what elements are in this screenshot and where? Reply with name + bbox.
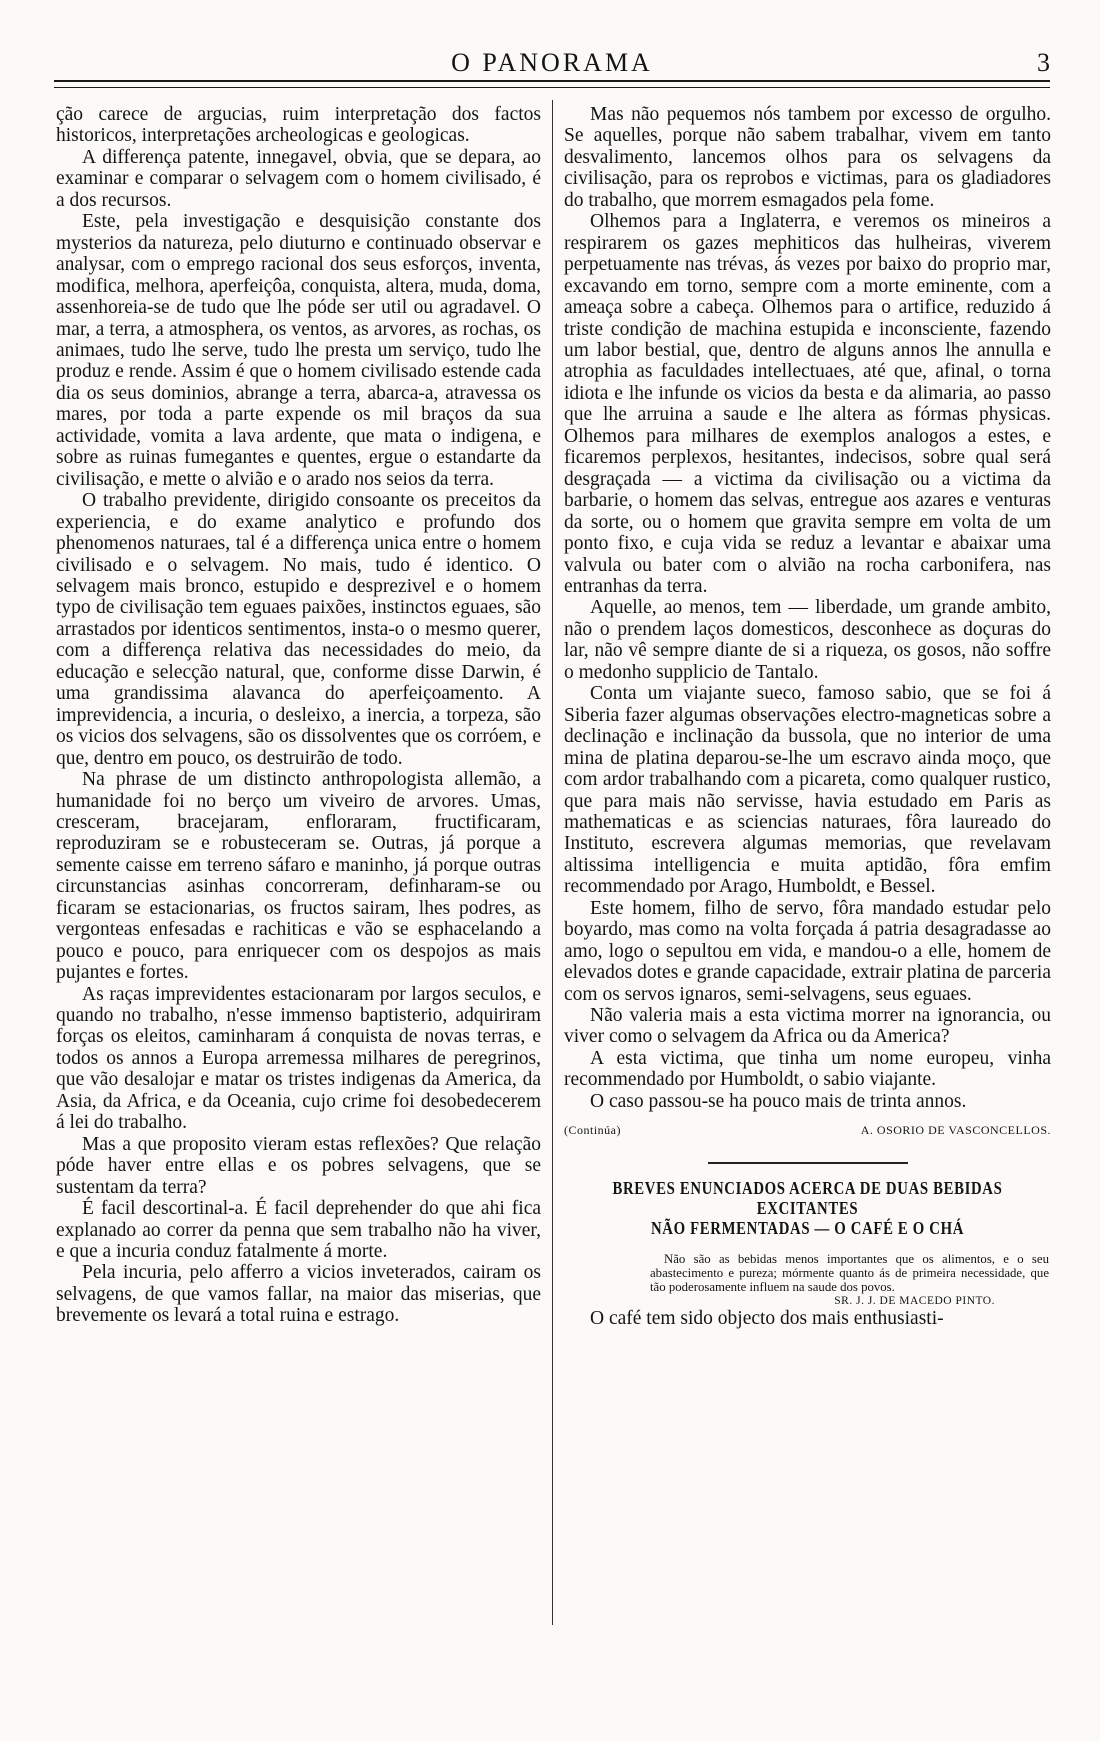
paragraph: ção carece de argucias, ruim interpretação dos factos historicos, interpretações archeologicas e geologicas. (56, 104, 541, 147)
paragraph: Mas não pequemos nós tambem por excesso de orgulho. Se aquelles, porque não sabem trabalhar, vivem em tanto desvalimento, lancemos olhos para os selvagens da civilisação, para os reprobos e victimas, para os gladiadores do trabalho, que morrem esmagados pela fome. (564, 104, 1051, 211)
left-column (56, 104, 541, 1327)
paragraph: Este, pela investigação e desquisição constante dos mysterios da natureza, pelo diuturno e continuado observar e analysar, com o emprego racional dos seus esforços, inventa, modifica, melhora, aperfeiçôa, conquista, altera, muda, doma, assenhoreia-se de tudo que lhe póde ser util ou agradavel. O mar, a terra, a atmosphera, os ventos, as arvores, as rochas, os animaes, tudo lhe serve, tudo lhe presta um serviço, tudo lhe produz e rende. Assim é que o homem civilisado estende cada dia os seus dominios, abrange a terra, abarca-a, atravessa os mares, por toda a parte expende os mil braços da sua actividade, vomita a lava ardente, que mata o indigena, e sobre as ruinas fumegantes e quentes, ergue o estandarte da civilisação, e mette o alvião e o arado nos seios da terra. (56, 211, 541, 490)
heading-line: BREVES ENUNCIADOS ACERCA DE DUAS BEBIDAS EXCITANTES (612, 1177, 1003, 1218)
paragraph: A esta victima, que tinha um nome europeu, vinha recommendado por Humboldt, o sabio viajante. (564, 1047, 1051, 1091)
section-rule (708, 1162, 908, 1164)
paragraph: As raças imprevidentes estacionaram por largos seculos, e quando no trabalho, n'esse immenso baptisterio, adquiriram forças os eleitos, caminharam á conquista de novas terras, e todos os annos a Europa arremessa milhares de peregrinos, que vão desalojar e matar os tristes indigenas da America, da Asia, da Africa, e da Oceania, cujo crime foi desobedecerem á lei do trabalho. (56, 983, 541, 1134)
paragraph: Na phrase de um distincto anthropologista allemão, a humanidade foi no berço um viveiro de arvores. Umas, cresceram, bracejaram, enfloraram, fructificaram, reproduziram se e robusteceram se. Outras, já porque a semente caisse em terreno sáfaro e maninho, já porque outras circunstancias asinhas concorreram, definharam-se ou ficaram se estacionarias, os fructos sairam, lhes podres, as vergonteas enfesadas e rachiticas e vão se esphacelando a pouco e pouco, para enriquecer com os despojos as mais pujantes e fortes. (56, 769, 541, 984)
paragraph: Mas a que proposito vieram estas reflexões? Que relação póde haver entre ellas e os pobres selvagens, que se sustentam da terra? (56, 1133, 541, 1198)
page-number: 3 (1037, 48, 1050, 77)
running-title: O PANORAMA (451, 48, 653, 77)
paragraph: Aquelle, ao menos, tem — liberdade, um grande ambito, não o prendem laços domesticos, desconhece as doçuras do lar, não vê sempre diante de si a riqueza, os gosos, não soffre o medonho supplicio de Tantalo. (564, 597, 1051, 683)
header-rule-bottom (54, 87, 1050, 88)
paragraph: É facil descortinal-a. É facil deprehender do que ahi fica explanado ao correr da penna que sem trabalho não ha viver, e que a incuria conduz fatalmente á morte. (56, 1198, 541, 1263)
article-signature (564, 1120, 1051, 1141)
article-heading (575, 1178, 1040, 1238)
column-divider (552, 100, 553, 1625)
paragraph: A differença patente, innegavel, obvia, que se depara, ao examinar e comparar o selvagem com o homem civilisado, é a dos recursos. (56, 146, 541, 211)
header-rule-top (54, 80, 1050, 82)
epigraph (650, 1252, 1049, 1308)
running-head (54, 48, 1050, 78)
right-column (564, 104, 1051, 1329)
heading-line: NÃO FERMENTADAS — O CAFÉ E O CHÁ (650, 1217, 965, 1238)
epigraph-text: Não são as bebidas menos importantes que os alimentos, e o seu abastecimento e pureza; mórmente quanto ás de primeira necessidade, que tão poderosamente influem na saude dos povos. (650, 1251, 1049, 1294)
paragraph: O caso passou-se ha pouco mais de trinta annos. (590, 1090, 967, 1112)
paragraph: Conta um viajante sueco, famoso sabio, que se foi á Siberia fazer algumas observações electro-magneticas sobre a declinação e inclinação da bussola, que no interior de uma mina de platina deparou-se-lhe um escravo ainda moço, que com ardor trabalhando com a picareta, como qualquer rustico, que para mais não servisse, havia estudado em Paris as mathematicas e as sciencias naturaes, fôra laureado do Instituto, escrevera algumas memorias, que revelavam altissima intelligencia e muita aptidão, fôra emfim recommendado por Arago, Humboldt, e Bessel. (564, 683, 1051, 898)
continuation-note: (Continúa) (564, 1123, 621, 1138)
paragraph: Olhemos para a Inglaterra, e veremos os mineiros a respirarem os gazes mephiticos das hulheiras, viverem perpetuamente nas trévas, ás vezes por baixo do proprio mar, excavando em torno, sempre com a morte eminente, com a ameaça sobre a cabeça. Olhemos para o artifice, reduzido á triste condição de machina estupida e inconsciente, fazendo um labor bestial, que, dentro de alguns annos lhe annulla e atrophia as faculdades intellectuaes, até que, afinal, o torna idiota e lhe infunde os vicios da besta e da alimaria, ao passo que lhe arruina a saude e lhe altera as fórmas physicas. Olhemos para milhares de exemplos analogos a estes, e ficaremos perplexos, hesitantes, indecisos, sobre qual será desgraçada — a victima da civilisação ou a victima da barbarie, o homem das selvas, entregue aos azares e venturas da sorte, ou o homem que gravita sempre em volta de um ponto fixo, e cuja vida se reduz a levantar e abaixar uma valvula ou bater com o alvião na rocha carbonifera, nas entranhas da terra. (564, 211, 1051, 597)
epigraph-author: SR. J. J. DE MACEDO PINTO. (834, 1294, 995, 1307)
paragraph: O café tem sido objecto dos mais enthusiasti- (590, 1307, 944, 1329)
paragraph: Pela incuria, pelo afferro a vicios inveterados, cairam os selvagens, de que vamos fallar, na maior das miserias, que brevemente os levará a total ruina e estrago. (56, 1262, 541, 1327)
paragraph: Não valeria mais a esta victima morrer na ignorancia, ou viver como o selvagem da Africa ou da America? (564, 1005, 1051, 1048)
author-name: A. OSORIO DE VASCONCELLOS. (860, 1123, 1051, 1138)
paragraph: O trabalho previdente, dirigido consoante os preceitos da experiencia, e do exame analytico e profundo dos phenomenos naturaes, tal é a differença unica entre o homem civilisado e o selvagem. No mais, tudo é identico. O selvagem mais bronco, estupido e desprezivel e o homem typo de civilisação tem eguaes paixões, instinctos eguaes, são arrastados por identicos sentimentos, insta-o o mesmo querer, com a differença relativa das necessidades do meio, da educação e selecção natural, que, conforme disse Darwin, é uma grandissima alavanca do aperfeiçoamento. A imprevidencia, a incuria, o desleixo, a inercia, a torpeza, são os vicios dos selvagens, são os dissolventes que os corróem, e que, dentro em pouco, os destruirão de todo. (56, 490, 541, 769)
paragraph: Este homem, filho de servo, fôra mandado estudar pelo boyardo, mas como na volta forçada á patria desagradasse ao amo, logo o sepultou em vida, e mandou-o a elle, homem de elevados dotes e grande capacidade, extrair platina de parceria com os servos ignaros, semi-selvagens, seus eguaes. (564, 897, 1051, 1005)
